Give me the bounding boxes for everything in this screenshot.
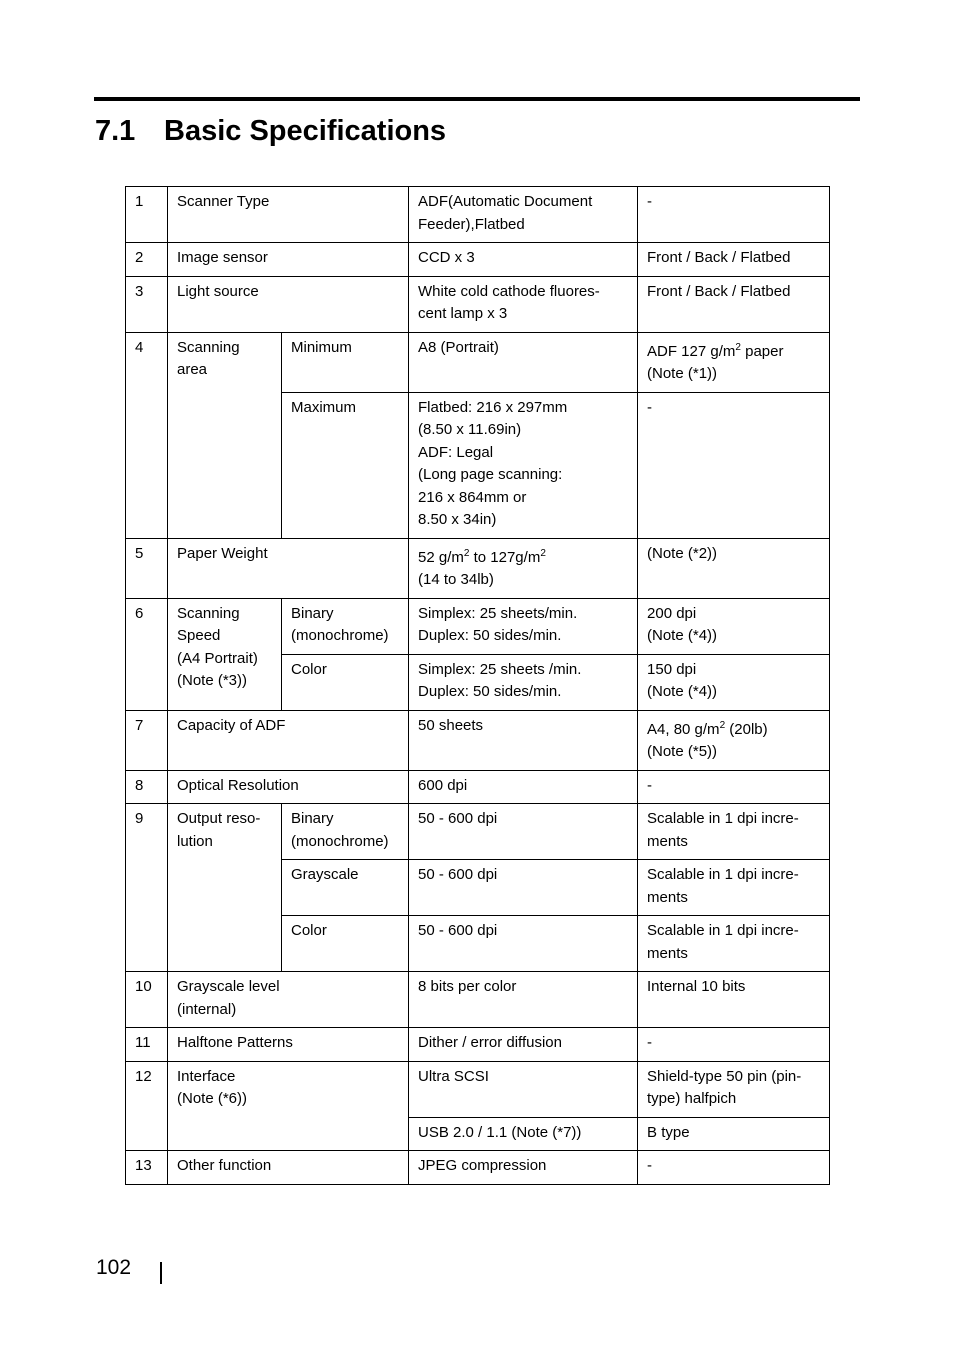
- row-number: 4: [126, 332, 168, 538]
- table-row: [126, 972, 830, 1028]
- row-sub-label: Color: [282, 654, 409, 710]
- table-row: [126, 276, 830, 332]
- row-item: Output reso- lution: [168, 804, 282, 972]
- row-spec: 50 - 600 dpi: [409, 804, 638, 860]
- table-row: [126, 332, 830, 392]
- row-remark: -: [638, 392, 830, 538]
- row-spec: 50 - 600 dpi: [409, 916, 638, 972]
- row-number: 2: [126, 243, 168, 277]
- row-spec: JPEG compression: [409, 1151, 638, 1185]
- row-spec: 50 sheets: [409, 710, 638, 770]
- row-spec: White cold cathode fluores- cent lamp x 3: [409, 276, 638, 332]
- row-remark: Scalable in 1 dpi incre- ments: [638, 916, 830, 972]
- table-row: [126, 538, 830, 598]
- table-row: [126, 804, 830, 860]
- row-item: Light source: [168, 276, 409, 332]
- page-number: 102: [96, 1256, 132, 1279]
- row-sub-label: Minimum: [282, 332, 409, 392]
- row-item: Other function: [168, 1151, 409, 1185]
- row-number: 6: [126, 598, 168, 710]
- row-spec: Simplex: 25 sheets /min. Duplex: 50 sides/min.: [409, 654, 638, 710]
- row-remark: 150 dpi (Note (*4)): [638, 654, 830, 710]
- row-spec: 8 bits per color: [409, 972, 638, 1028]
- row-number: 8: [126, 770, 168, 804]
- row-spec: 50 - 600 dpi: [409, 860, 638, 916]
- row-remark: -: [638, 187, 830, 243]
- table-row: [126, 770, 830, 804]
- table-row: [126, 187, 830, 243]
- row-spec: Simplex: 25 sheets/min. Duplex: 50 sides/min.: [409, 598, 638, 654]
- row-sub-label: Maximum: [282, 392, 409, 538]
- row-remark: -: [638, 770, 830, 804]
- spec-table: [125, 186, 830, 1185]
- section-heading: [95, 115, 446, 148]
- row-item: Scanning Speed (A4 Portrait) (Note (*3)): [168, 598, 282, 710]
- top-rule: [94, 97, 860, 101]
- row-remark: (Note (*2)): [638, 538, 830, 598]
- row-remark: -: [638, 1151, 830, 1185]
- row-number: 13: [126, 1151, 168, 1185]
- table-row: [126, 1028, 830, 1062]
- row-item: Capacity of ADF: [168, 710, 409, 770]
- section-title: Basic Specifications: [164, 115, 447, 147]
- row-spec: Flatbed: 216 x 297mm (8.50 x 11.69in) ADF: Legal (Long page scanning: 216 x 864mm or 8.50 x 34in): [409, 392, 638, 538]
- row-item: Image sensor: [168, 243, 409, 277]
- row-remark: 200 dpi (Note (*4)): [638, 598, 830, 654]
- row-sub-label: Color: [282, 916, 409, 972]
- row-number: 12: [126, 1061, 168, 1151]
- row-spec: USB 2.0 / 1.1 (Note (*7)): [409, 1117, 638, 1151]
- row-remark: -: [638, 1028, 830, 1062]
- row-number: 10: [126, 972, 168, 1028]
- row-remark: B type: [638, 1117, 830, 1151]
- row-remark: Front / Back / Flatbed: [638, 276, 830, 332]
- row-number: 9: [126, 804, 168, 972]
- row-item: Paper Weight: [168, 538, 409, 598]
- table-row: [126, 1061, 830, 1117]
- row-spec: Dither / error diffusion: [409, 1028, 638, 1062]
- row-remark: Internal 10 bits: [638, 972, 830, 1028]
- row-number: 3: [126, 276, 168, 332]
- row-item: Optical Resolution: [168, 770, 409, 804]
- row-number: 7: [126, 710, 168, 770]
- row-sub-label: Binary (monochrome): [282, 598, 409, 654]
- row-item: Scanner Type: [168, 187, 409, 243]
- row-spec: CCD x 3: [409, 243, 638, 277]
- row-spec: A8 (Portrait): [409, 332, 638, 392]
- row-spec: 600 dpi: [409, 770, 638, 804]
- row-sub-label: Grayscale: [282, 860, 409, 916]
- table-row: [126, 710, 830, 770]
- row-spec: ADF(Automatic Document Feeder),Flatbed: [409, 187, 638, 243]
- row-item: Scanning area: [168, 332, 282, 538]
- table-row: [126, 243, 830, 277]
- table-row: [126, 598, 830, 654]
- page-number-divider: [160, 1262, 162, 1284]
- row-remark: ADF 127 $g/m^2$ paper (Note (*1)): [638, 332, 830, 392]
- row-remark: Scalable in 1 dpi incre- ments: [638, 860, 830, 916]
- row-item: Grayscale level (internal): [168, 972, 409, 1028]
- row-item: Interface (Note (*6)): [168, 1061, 409, 1151]
- row-number: 1: [126, 187, 168, 243]
- section-number: 7.1: [95, 115, 136, 147]
- row-spec: 52 $g/m^2$ to $127g/m^2$ (14 to 34lb): [409, 538, 638, 598]
- row-spec: Ultra SCSI: [409, 1061, 638, 1117]
- row-number: 11: [126, 1028, 168, 1062]
- table-row: [126, 1151, 830, 1185]
- row-sub-label: Binary (monochrome): [282, 804, 409, 860]
- row-remark: Shield-type 50 pin (pin- type) halfpich: [638, 1061, 830, 1117]
- row-item: Halftone Patterns: [168, 1028, 409, 1062]
- row-remark: Front / Back / Flatbed: [638, 243, 830, 277]
- row-number: 5: [126, 538, 168, 598]
- row-remark: Scalable in 1 dpi incre- ments: [638, 804, 830, 860]
- row-remark: A4, 80 $g/m^2$ (20lb) (Note (*5)): [638, 710, 830, 770]
